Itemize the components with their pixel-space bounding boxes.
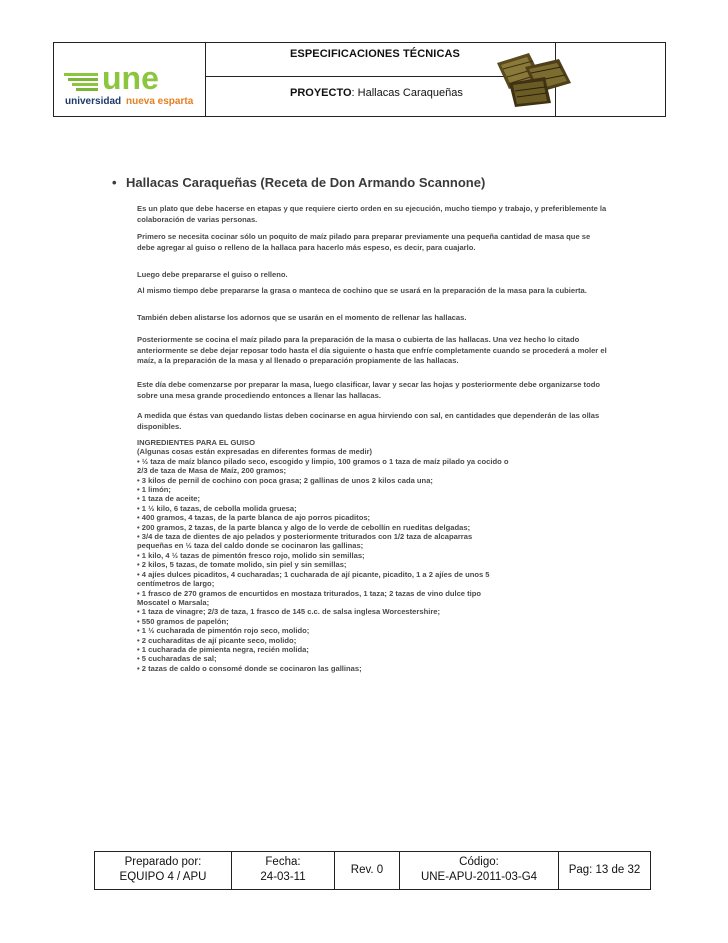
ingredient-line: • 1 kilo, 4 ½ tazas de pimentón fresco rojo, molido sin semillas; <box>137 550 365 560</box>
footer-prepared-cell <box>95 852 232 889</box>
ingredient-line: • 200 gramos, 2 tazas, de la parte blanca y algo de lo verde de cebollín en rueditas delgadas; <box>137 522 471 532</box>
recipe-paragraph: Este día debe comenzarse por preparar la masa, luego clasificar, lavar y secar las hojas y posteriormente debe organizarse todo sobre una mesa grande procediendo entonces a llenar las hallacas. <box>137 380 600 400</box>
header-logo-cell <box>54 43 206 116</box>
recipe-paragraph: Primero se necesita cocinar sólo un poquito de maíz pilado para preparar previamente una pequeña cantidad de masa que se debe agregar al guiso o relleno de la hallaca para hacerlo más espeso, es decir, para cuajarlo. <box>137 232 591 252</box>
prepared-label: Preparado por: <box>124 856 202 868</box>
ingredient-line: • 1 cucharada de pimienta negra, recién molida; <box>137 644 309 654</box>
page-number: Pag: 13 de 32 <box>568 864 641 876</box>
ingredient-line: • 1 limón; <box>137 485 171 495</box>
recipe-title: Hallacas Caraqueñas (Receta de Don Armando Scannone) <box>126 175 486 190</box>
ingredients-title: INGREDIENTES PARA EL GUISO <box>137 438 255 447</box>
ingredient-line: • 2 kilos, 5 tazas, de tomate molido, sin piel y sin semillas; <box>137 560 347 570</box>
document-footer <box>94 851 651 890</box>
logo-stripes-icon <box>64 73 98 91</box>
ingredient-line: • 4 ajíes dulces picaditos, 4 cucharadas; 1 cucharada de ají picante, picadito, 1 a 2 ajíes de unos 5 <box>137 569 490 579</box>
ingredient-line: • 400 gramos, 4 tazas, de la parte blanca de ajo porros picaditos; <box>137 513 371 523</box>
ingredient-line: • 3 kilos de pernil de cochino con poca grasa; 2 gallinas de unos 2 kilos cada una; <box>137 475 433 485</box>
recipe-paragraph: Al mismo tiempo debe prepararse la grasa o manteca de cochino que se usará en la preparación de la masa para la cubierta. <box>137 286 587 295</box>
recipe-heading <box>112 175 485 190</box>
ingredient-line: Moscatel o Marsala; <box>137 597 210 607</box>
recipe-paragraph: Posteriormente se cocina el maíz pilado para la preparación de la masa o cubierta de las hallacas. Una vez hecho lo citado anteriormente se debe dejar reposar todo hasta el día siguiente o hasta que enfríe completamente cuando se procederá a moler el maíz, a la preparación de la masa y al llenado o preparación propiamente de las hallacas. <box>137 335 607 366</box>
ingredient-line: • 1 ½ cucharada de pimentón rojo seco, molido; <box>137 626 310 636</box>
recipe-paragraph: También deben alistarse los adornos que se usarán en el momento de rellenar las hallacas. <box>137 313 467 322</box>
header-title-cell <box>205 43 556 116</box>
footer-code-cell <box>400 852 559 889</box>
code-label: Código: <box>459 856 499 868</box>
ingredient-line: • 2 cucharaditas de ají picante seco, molido; <box>137 635 297 645</box>
recipe-paragraph: A medida que éstas van quedando listas deben cocinarse en agua hirviendo con sal, en cantidades que dependerán de las ollas disponibles. <box>137 411 600 431</box>
project-line <box>290 87 463 99</box>
revision-value: Rev. 0 <box>350 864 384 876</box>
header-empty-cell <box>555 43 665 116</box>
ingredients-list <box>137 438 617 673</box>
ingredient-line: • 550 gramos de papelón; <box>137 616 229 626</box>
bullet-icon: • <box>112 175 117 190</box>
ingredient-line: • 1 ½ kilo, 6 tazas, de cebolla molida gruesa; <box>137 503 297 513</box>
recipe-paragraph: Es un plato que debe hacerse en etapas y que requiere cierto orden en su ejecución, mucho tiempo y trabajo, y preferiblemente la colaboración de varias personas. <box>137 204 607 224</box>
document-title: ESPECIFICACIONES TÉCNICAS <box>290 48 460 60</box>
date-value: 24-03-11 <box>260 871 306 883</box>
ingredient-line: • 1 frasco de 270 gramos de encurtidos en mostaza triturados, 1 taza; 2 tazas de vino dulce tipo <box>137 588 482 598</box>
prepared-value: EQUIPO 4 / APU <box>119 871 207 883</box>
logo-mark: une <box>102 60 159 96</box>
ingredient-line: (Algunas cosas están expresadas en diferentes formas de medir) <box>137 447 373 457</box>
ingredient-line: • 1 taza de vinagre; 2/3 de taza, 1 frasco de 145 c.c. de salsa inglesa Worcestershire; <box>137 607 441 617</box>
logo-text-2: nueva esparta <box>126 96 194 107</box>
ingredient-line: • ½ taza de maíz blanco pilado seco, escogido y limpio, 100 gramos o 1 taza de maíz pilado ya cocido o <box>137 456 509 466</box>
footer-revision-cell <box>335 852 400 889</box>
ingredient-line: centímetros de largo; <box>137 579 215 589</box>
ingredient-line: • 1 taza de aceite; <box>137 494 201 504</box>
project-label: PROYECTO <box>290 87 352 99</box>
code-value: UNE-APU-2011-03-G4 <box>420 871 538 883</box>
ingredient-line: pequeñas en ½ taza del caldo donde se cocinaron las gallinas; <box>137 541 364 551</box>
date-label: Fecha: <box>265 856 301 868</box>
document-header <box>53 42 666 117</box>
footer-page-cell <box>559 852 650 889</box>
ingredient-line: 2/3 de taza de Masa de Maíz, 200 gramos; <box>137 466 286 476</box>
university-logo <box>62 51 202 109</box>
footer-date-cell <box>232 852 335 889</box>
project-value: : Hallacas Caraqueñas <box>351 87 463 99</box>
ingredient-line: • 2 tazas de caldo o consomé donde se cocinaron las gallinas; <box>137 663 362 673</box>
recipe-paragraph: Luego debe prepararse el guiso o relleno. <box>137 270 288 279</box>
logo-text-1: universidad <box>65 96 122 107</box>
ingredient-line: • 3/4 de taza de dientes de ajo pelados y posteriormente triturados con 1/2 taza de alcaparras <box>137 532 473 542</box>
ingredient-line: • 5 cucharadas de sal; <box>137 654 217 664</box>
